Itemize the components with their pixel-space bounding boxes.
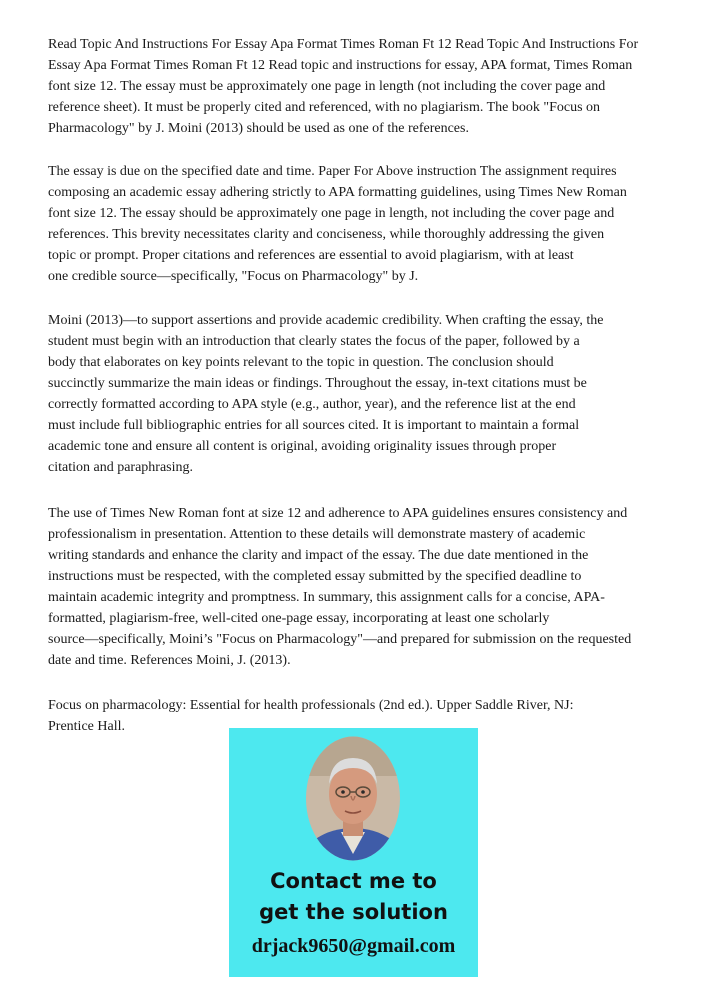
paragraph-3-line-4: succinctly summarize the main ideas or findings. Throughout the essay, in-text citations must be xyxy=(48,376,587,391)
paragraph-1-line-3: font size 12. The essay must be approximately one page in length (not including the cover page and xyxy=(48,79,606,94)
paragraph-2-line-5: topic or prompt. Proper citations and references are essential to avoid plagiarism, with at least xyxy=(48,248,574,263)
paragraph-3-line-5: correctly formatted according to APA style (e.g., author, year), and the reference list at the end xyxy=(48,397,576,412)
paragraph-4-line-7: source—specifically, Moini’s "Focus on Pharmacology"—and prepared for submission on the requested xyxy=(48,632,632,647)
paragraph-4-line-4: instructions must be respected, with the completed essay submitted by the specified deadline to xyxy=(48,569,582,584)
paragraph-4-line-6: formatted, plagiarism-free, well-cited one-page essay, incorporating at least one scholarly xyxy=(48,611,550,626)
paragraph-1-line-2: Essay Apa Format Times Roman Ft 12 Read topic and instructions for essay, APA format, Times Roman xyxy=(48,58,633,73)
contact-advertisement[interactable] xyxy=(229,728,478,977)
paragraph-3-line-2: student must begin with an introduction that clearly states the focus of the paper, followed by a xyxy=(48,334,580,349)
paragraph-1-line-1: Read Topic And Instructions For Essay Apa Format Times Roman Ft 12 Read Topic And Instructions For xyxy=(48,37,639,52)
paragraph-4-line-1: The use of Times New Roman font at size 12 and adherence to APA guidelines ensures consistency and xyxy=(48,506,628,521)
paragraph-4-line-3: writing standards and enhance the clarity and impact of the essay. The due date mentioned in the xyxy=(48,548,589,563)
cta-line-1: Contact me to xyxy=(270,869,437,893)
paragraph-4-line-2: professionalism in presentation. Attention to these details will demonstrate mastery of academic xyxy=(48,527,586,542)
paragraph-2-line-1: The essay is due on the specified date and time. Paper For Above instruction The assignment requires xyxy=(48,164,617,179)
paragraph-2-line-3: font size 12. The essay should be approximately one page in length, not including the cover page and xyxy=(48,206,615,221)
paragraph-1-line-5: Pharmacology" by J. Moini (2013) should be used as one of the references. xyxy=(48,121,469,136)
paragraph-2-line-4: references. This brevity necessitates clarity and conciseness, while thoroughly addressing the given xyxy=(48,227,605,242)
paragraph-3-line-1: Moini (2013)—to support assertions and provide academic credibility. When crafting the essay, the xyxy=(48,313,604,328)
paragraph-3-line-3: body that elaborates on key points relevant to the topic in question. The conclusion should xyxy=(48,355,554,370)
paragraph-1-line-4: reference sheet). It must be properly cited and referenced, with no plagiarism. The book "Focus on xyxy=(48,100,601,115)
paragraph-4-line-8: date and time. References Moini, J. (2013). xyxy=(48,653,291,668)
portrait-photo xyxy=(305,736,401,861)
contact-email[interactable]: drjack9650@gmail.com xyxy=(251,935,456,957)
cta-line-2: get the solution xyxy=(259,900,448,924)
reference-line-1: Focus on pharmacology: Essential for health professionals (2nd ed.). Upper Saddle River, NJ: xyxy=(48,698,574,713)
paragraph-2-line-2: composing an academic essay adhering strictly to APA formatting guidelines, using Times New Roman xyxy=(48,185,627,200)
paragraph-3-line-8: citation and paraphrasing. xyxy=(48,460,194,475)
reference-line-2: Prentice Hall. xyxy=(48,719,125,734)
paragraph-4-line-5: maintain academic integrity and promptness. In summary, this assignment calls for a concise, APA- xyxy=(48,590,605,605)
paragraph-3-line-7: academic tone and ensure all content is original, avoiding originality issues through proper xyxy=(48,439,557,454)
paragraph-3-line-6: must include full bibliographic entries for all sources cited. It is important to maintain a formal xyxy=(48,418,580,433)
paragraph-2-line-6: one credible source—specifically, "Focus on Pharmacology" by J. xyxy=(48,269,419,284)
